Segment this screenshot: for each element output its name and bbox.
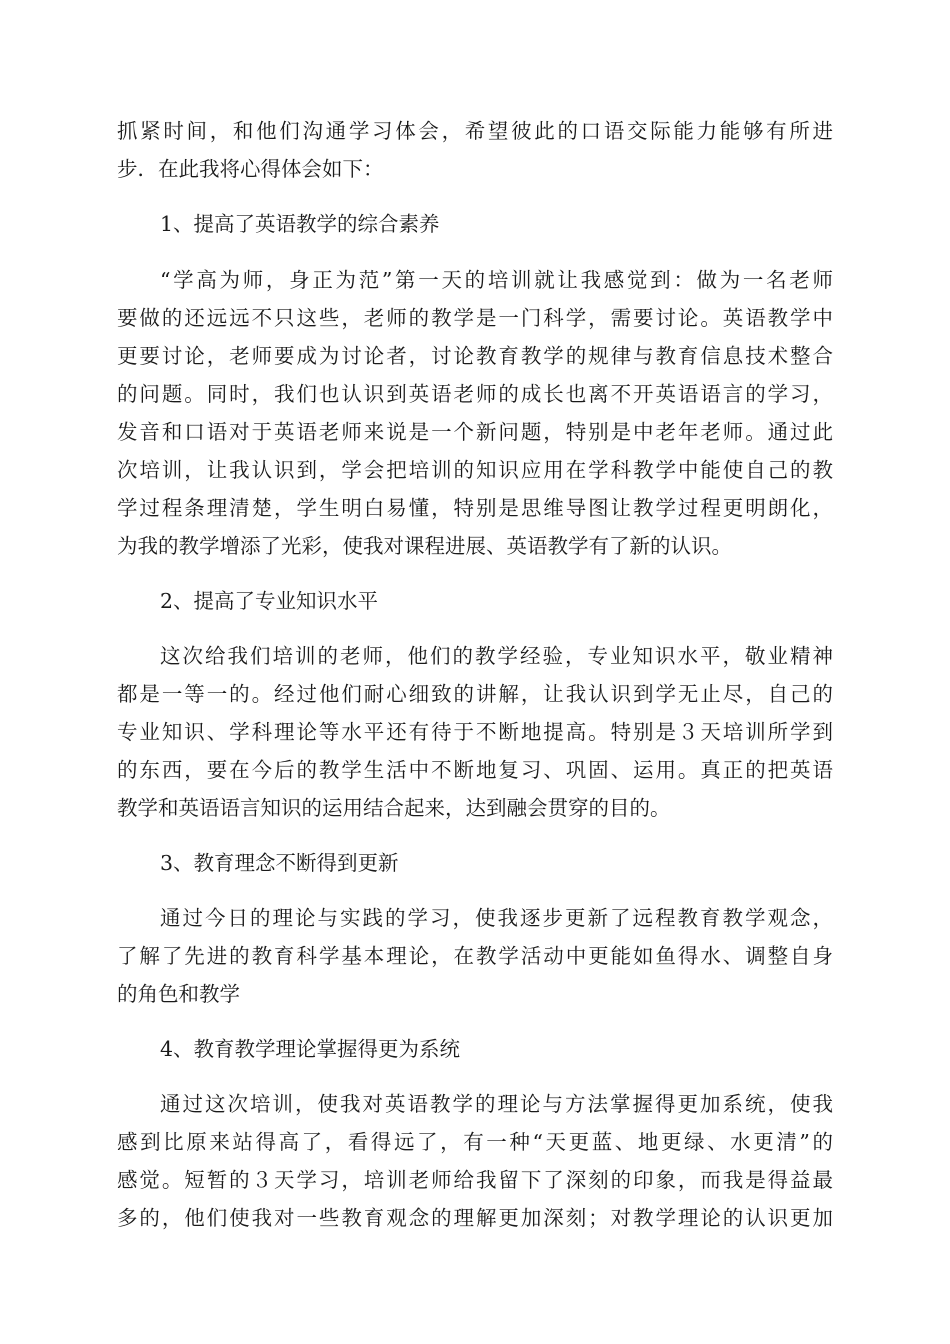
paragraph-line: 学过程条理清楚，学生明白易懂，特别是思维导图让教学过程更明朗化， [117, 496, 833, 520]
paragraph-line: 次培训，让我认识到，学会把培训的知识应用在学科教学中能使自己的教 [117, 458, 833, 482]
paragraph-line: 感到比原来站得高了，看得远了，有一种“天更蓝、地更绿、水更清”的 [117, 1130, 833, 1154]
paragraph-line: 都是一等一的。经过他们耐心细致的讲解，让我认识到学无止尽，自己的 [117, 682, 833, 706]
paragraph-line: 教学和英语语言知识的运用结合起来，达到融会贯穿的目的。 [117, 796, 671, 820]
paragraph-line: 通过这次培训，使我对英语教学的理论与方法掌握得更加系统，使我 [160, 1092, 833, 1116]
paragraph-line: 感觉。短暂的３天学习，培训老师给我留下了深刻的印象，而我是得益最 [117, 1168, 833, 1192]
paragraph-line: 为我的教学增添了光彩，使我对课程进展、英语教学有了新的认识。 [117, 534, 732, 558]
section-heading-3: 3、教育理念不断得到更新 [160, 851, 399, 875]
paragraph-line: “学高为师，身正为范”第一天的培训就让我感觉到：做为一名老师 [160, 268, 833, 292]
paragraph-line: 多的，他们使我对一些教育观念的理解更加深刻；对教学理论的认识更加 [117, 1206, 833, 1230]
section-heading-2: 2、提高了专业知识水平 [160, 589, 379, 613]
paragraph-line: 这次给我们培训的老师，他们的教学经验，专业知识水平，敬业精神 [160, 644, 833, 668]
paragraph-line: 步．在此我将心得体会如下： [117, 157, 384, 181]
section-heading-1: 1、提高了英语教学的综合素养 [160, 212, 440, 236]
paragraph-line: 要做的还远远不只这些，老师的教学是一门科学，需要讨论。英语教学中 [117, 306, 833, 330]
paragraph-line: 的问题。同时，我们也认识到英语老师的成长也离不开英语语言的学习， [117, 382, 833, 406]
paragraph-line: 的角色和教学 [117, 982, 240, 1006]
section-heading-4: 4、教育教学理论掌握得更为系统 [160, 1037, 461, 1061]
paragraph-line: 更要讨论，老师要成为讨论者，讨论教育教学的规律与教育信息技术整合 [117, 344, 833, 368]
paragraph-line: 抓紧时间，和他们沟通学习体会，希望彼此的口语交际能力能够有所进 [117, 119, 833, 143]
paragraph-line: 了解了先进的教育科学基本理论，在教学活动中更能如鱼得水、调整自身 [117, 944, 833, 968]
paragraph-line: 专业知识、学科理论等水平还有待于不断地提高。特别是３天培训所学到 [117, 720, 833, 744]
paragraph-line: 的东西，要在今后的教学生活中不断地复习、巩固、运用。真正的把英语 [117, 758, 833, 782]
paragraph-line: 通过今日的理论与实践的学习，使我逐步更新了远程教育教学观念， [160, 906, 833, 930]
paragraph-line: 发音和口语对于英语老师来说是一个新问题，特别是中老年老师。通过此 [117, 420, 833, 444]
